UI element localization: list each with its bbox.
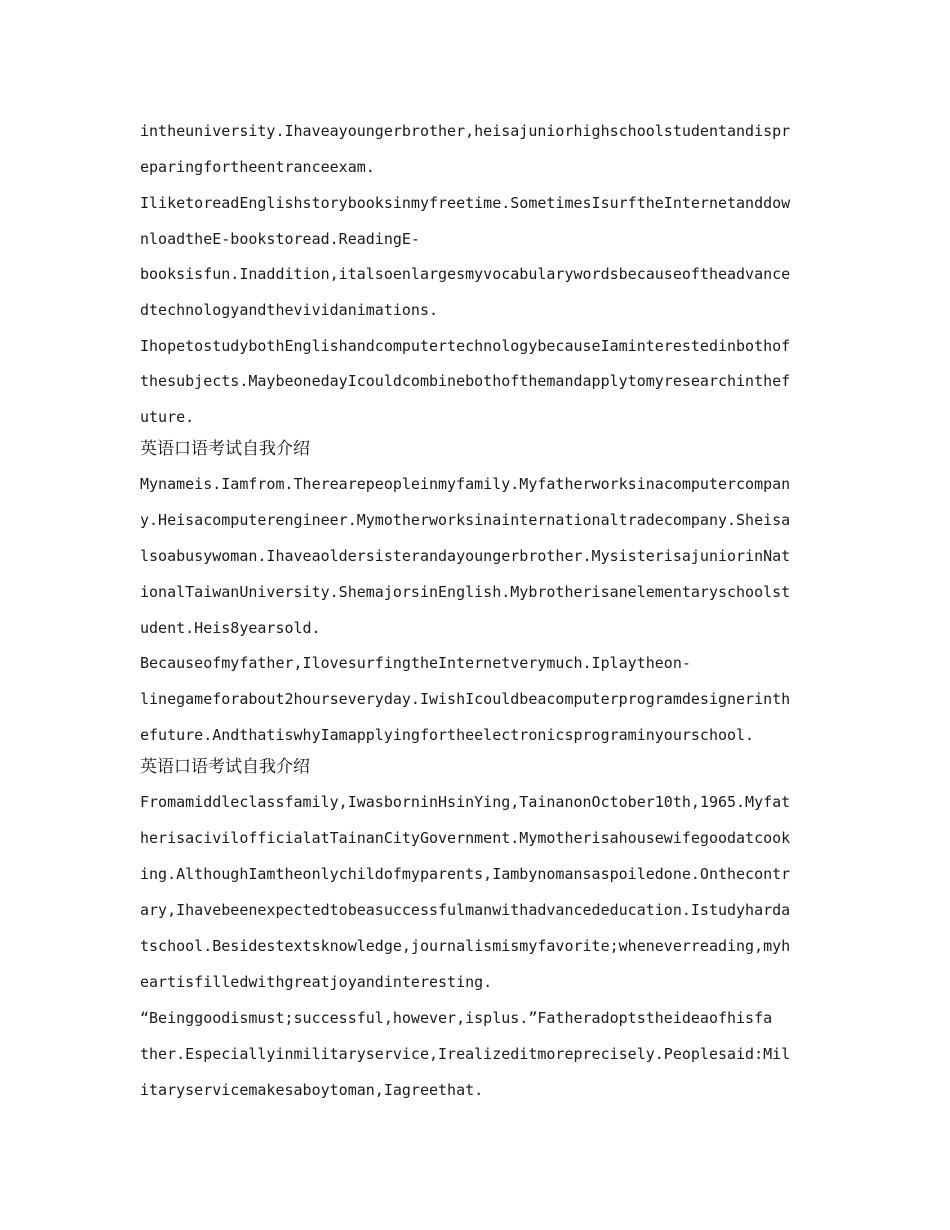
text-line: ionalTaiwanUniversity.ShemajorsinEnglish.Mybrotherisanelementaryschoolst (140, 583, 791, 601)
text-line: Becauseofmyfather,IlovesurfingtheInternetverymuch.Iplaytheon- (140, 654, 691, 672)
text-line: nloadtheE-bookstoread.ReadingE- (140, 230, 420, 248)
text-line: “Beinggoodismust;successful,however,isplus.”Fatheradoptstheideaofhisfa (140, 1009, 773, 1027)
text-line: Fromamiddleclassfamily,IwasborninHsinYing,TainanonOctober10th,1965.Myfat (140, 793, 791, 811)
text-line: efuture.AndthatiswhyIamapplyingfortheelectronicsprograminyourschool. (140, 726, 755, 744)
text-line: uture. (140, 408, 195, 426)
text-line: ary,Ihavebeenexpectedtobeasuccessfulmanwithadvancededucation.Istudyharda (140, 901, 791, 919)
text-line: itaryservicemakesaboytoman,Iagreethat. (140, 1081, 484, 1099)
text-line: udent.Heis8yearsold. (140, 619, 321, 637)
text-line: eartisfilledwithgreatjoyandinteresting. (140, 973, 493, 991)
text-line: Mynameis.Iamfrom.Therearepeopleinmyfamily.Myfatherworksinacomputercompan (140, 475, 791, 493)
text-line: y.Heisacomputerengineer.Mymotherworksinainternationaltradecompany.Sheisa (140, 511, 791, 529)
text-line: booksisfun.Inaddition,italsoenlargesmyvocabularywordsbecauseoftheadvance (140, 265, 791, 283)
text-line: eparingfortheentranceexam. (140, 158, 375, 176)
text-line: ing.AlthoughIamtheonlychildofmyparents,Iambynomansaspoiledone.Onthecontr (140, 865, 791, 883)
text-line: dtechnologyandthevividanimations. (140, 301, 439, 319)
section-heading: 英语口语考试自我介绍 (140, 757, 310, 777)
text-line: thesubjects.MaybeonedayIcouldcombinebothofthemandapplytomyresearchinthef (140, 372, 791, 390)
text-line: tschool.Besidestextsknowledge,journalismismyfavorite;wheneverreading,myh (140, 937, 791, 955)
text-line: IhopetostudybothEnglishandcomputertechnologybecauseIaminterestedinbothof (140, 337, 791, 355)
text-line: ther.Especiallyinmilitaryservice,Irealizeditmoreprecisely.Peoplesaid:Mil (140, 1045, 791, 1063)
text-line: lsoabusywoman.Ihaveaoldersisterandayoungerbrother.MysisterisajuniorinNat (140, 547, 791, 565)
text-line: linegameforabout2hourseveryday.IwishIcouldbeacomputerprogramdesignerinth (140, 690, 791, 708)
text-line: IliketoreadEnglishstorybooksinmyfreetime.SometimesIsurftheInternetanddow (140, 194, 791, 212)
text-line: herisacivilofficialatTainanCityGovernment.Mymotherisahousewifegoodatcook (140, 829, 791, 847)
text-line: intheuniversity.Ihaveayoungerbrother,heisajuniorhighschoolstudentandispr (140, 122, 791, 140)
section-heading: 英语口语考试自我介绍 (140, 439, 310, 459)
